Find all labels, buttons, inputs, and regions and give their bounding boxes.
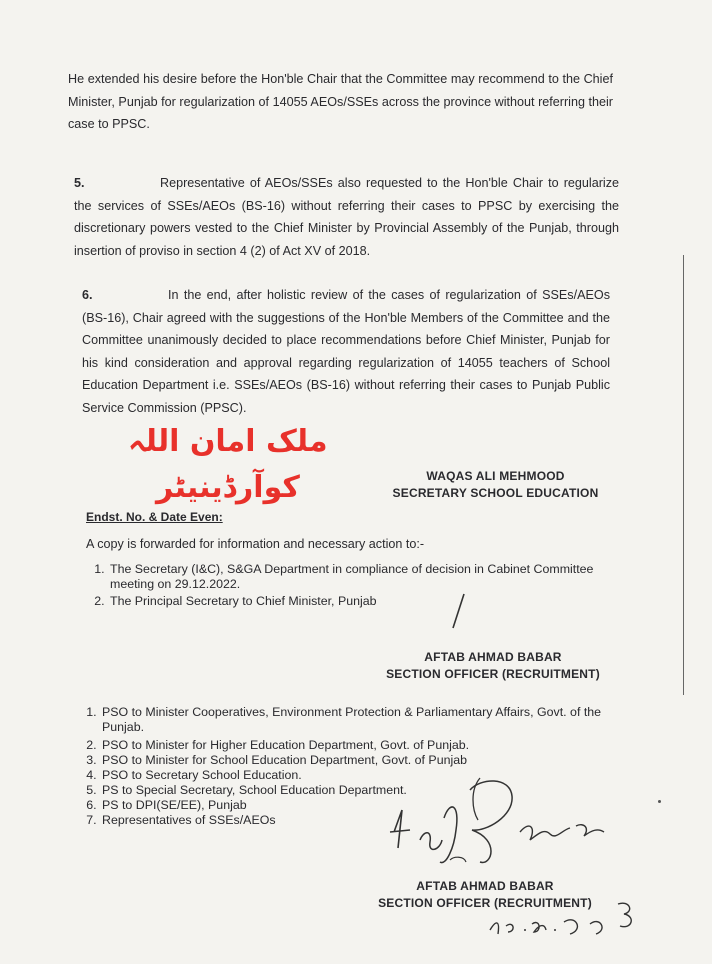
paragraph-6 (82, 284, 610, 419)
list-item: 2. The Principal Secretary to Chief Minister, Punjab (108, 594, 638, 609)
copy-intro: A copy is forwarded for information and necessary action to:- (86, 537, 425, 551)
signatory-name: AFTAB AHMAD BABAR (424, 650, 562, 664)
copy-list-1 (78, 562, 638, 609)
signatory-title: SECRETARY SCHOOL EDUCATION (392, 486, 599, 500)
list-item: 1. PSO to Minister Cooperatives, Environment Protection & Parliamentary Affairs, Govt. of the Punjab. (100, 705, 640, 735)
list-item: 2. PSO to Minister for Higher Education Department, Govt. of Punjab. (100, 738, 640, 753)
list-item: 5. PS to Special Secretary, School Education Department. (100, 783, 640, 798)
paragraph-text: In the end, after holistic review of the cases of regularization of SSEs/AEOs (BS-16), Chair agreed with the suggestions of the Hon'ble Members of the Committee and the Committee unanimously decided to place recommendations before Chief Minister, Punjab for his kind consideration and approval regarding regularization of 14055 teachers of School Education Department i.e. SSEs/AEOs (BS-16) without referring their cases to Punjab Public Service Commission (PPSC). (82, 288, 610, 415)
urdu-annotation-name: ملک امان اللہ (128, 424, 328, 459)
handwritten-date-icon (480, 900, 640, 940)
paragraph-continuation (68, 68, 613, 136)
check-mark-icon (448, 592, 468, 632)
paragraph-number: 5. (74, 176, 85, 190)
list-item: 4. PSO to Secretary School Education. (100, 768, 640, 783)
list-item: 7. Representatives of SSEs/AEOs (100, 813, 640, 828)
paragraph-text: He extended his desire before the Hon'ble Chair that the Committee may recommend to the Chief Minister, Punjab for regularization of 14055 AEOs/SSEs across the province without referring their case to PPSC. (68, 72, 613, 131)
endorsement-line: Endst. No. & Date Even: (86, 510, 223, 524)
signatory-2 (368, 649, 618, 683)
margin-dot (658, 800, 661, 803)
urdu-annotation-title: کوآرڈینیٹر (156, 470, 300, 505)
paragraph-number: 6. (82, 288, 93, 302)
paragraph-text: Representative of AEOs/SSEs also requested to the Hon'ble Chair to regularize the services of SSEs/AEOs (BS-16) without referring their cases to PPSC by exercising the discretionary powers vested to the Chief Minister by Provincial Assembly of the Punjab, through insertion of proviso in section 4 (2) of Act XV of 2018. (74, 176, 619, 258)
list-item: 6. PS to DPI(SE/EE), Punjab (100, 798, 640, 813)
list-item: 3. PSO to Minister for School Education Department, Govt. of Punjab (100, 753, 640, 768)
signatory-1 (378, 468, 613, 502)
list-item: 1. The Secretary (I&C), S&GA Department in compliance of decision in Cabinet Committee meeting on 29.12.2022. (108, 562, 638, 592)
signatory-title: SECTION OFFICER (RECRUITMENT) (378, 896, 592, 910)
signatory-name: WAQAS ALI MEHMOOD (426, 469, 565, 483)
handwritten-signature-icon (380, 770, 620, 880)
signatory-name: AFTAB AHMAD BABAR (416, 879, 554, 893)
page-edge-line (683, 255, 684, 695)
paragraph-5 (74, 172, 619, 262)
signatory-title: SECTION OFFICER (RECRUITMENT) (386, 667, 600, 681)
